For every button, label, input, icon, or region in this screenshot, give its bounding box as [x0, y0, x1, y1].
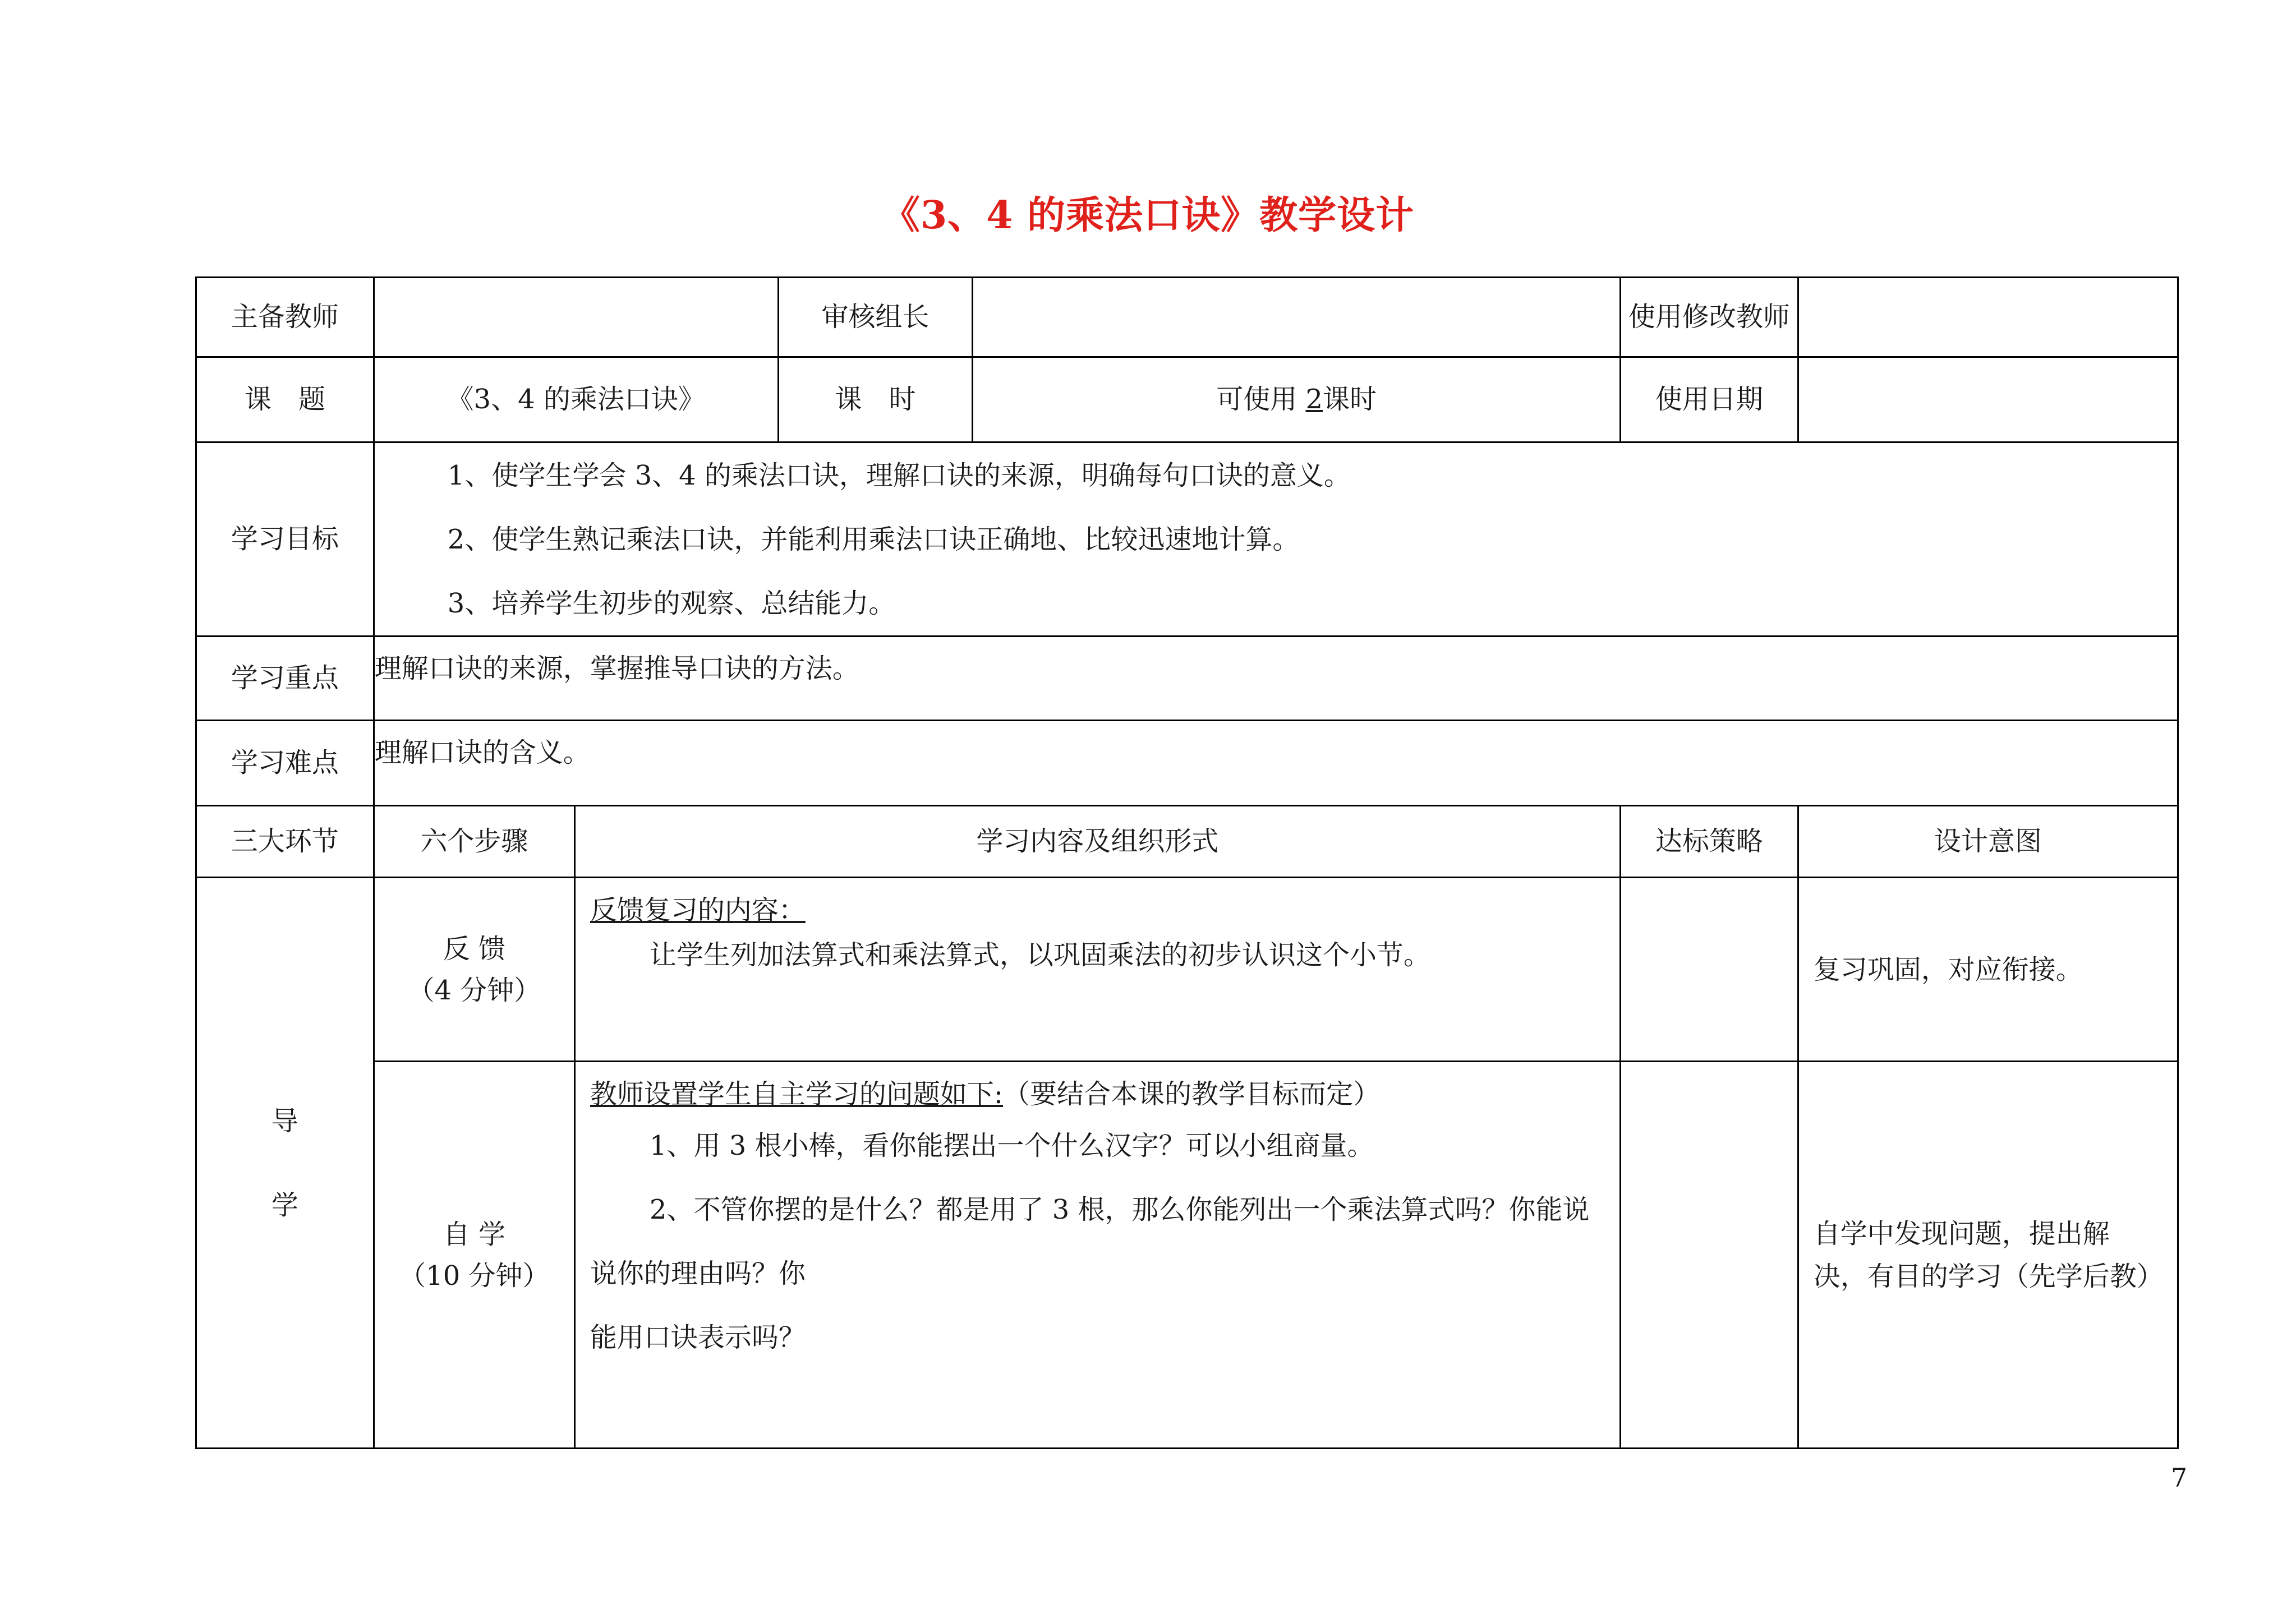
- content-heading: 反馈复习的内容：: [590, 895, 806, 926]
- difficult-point-text: 理解口诀的含义。: [374, 721, 2178, 806]
- column-intent: 设计意图: [1798, 806, 2178, 878]
- strategy-self-study: [1620, 1062, 1798, 1449]
- step-name: 反 馈: [443, 933, 505, 965]
- objectives-row: [196, 442, 2178, 637]
- key-point-label: 学习重点: [196, 637, 374, 721]
- period-suffix: 课时: [1323, 383, 1377, 415]
- content-heading-line: [590, 1075, 1605, 1114]
- header-row-topic: [196, 357, 2178, 442]
- step-time: （10 分钟）: [399, 1260, 550, 1292]
- step-self-study: [374, 1062, 574, 1449]
- document-title: 《3、4 的乘法口诀》教学设计: [881, 193, 1415, 238]
- main-teacher-value: [374, 278, 778, 357]
- difficult-point-label: 学习难点: [196, 721, 374, 806]
- group-leader-label: 审核组长: [778, 278, 973, 357]
- objective-item: 2、使学生熟记乘法口诀，并能利用乘法口诀正确地、比较迅速地计算。: [447, 523, 1300, 555]
- content-line: 能用口诀表示吗？: [590, 1322, 806, 1353]
- content-line: 1、用 3 根小棒，看你能摆出一个什么汉字？可以小组商量。: [649, 1130, 1374, 1161]
- objectives-content: [374, 442, 2178, 637]
- group-leader-value: [973, 278, 1621, 357]
- step-row-self-study: [196, 1062, 2178, 1449]
- content-line: 让学生列加法算式和乘法算式，以巩固乘法的初步认识这个小节。: [649, 939, 1430, 971]
- column-strategy: 达标策略: [1620, 806, 1798, 878]
- page-number: 7: [2171, 1463, 2188, 1493]
- content-feedback: [574, 878, 1620, 1062]
- key-point-text: 理解口诀的来源，掌握推导口诀的方法。: [374, 637, 2178, 721]
- step-row-feedback: [196, 878, 2178, 1062]
- step-time: （4 分钟）: [407, 974, 541, 1006]
- main-teacher-label: 主备教师: [196, 278, 374, 357]
- objectives-label: 学习目标: [196, 442, 374, 637]
- step-feedback: [374, 878, 574, 1062]
- step-name: 自 学: [443, 1218, 505, 1250]
- content-heading: 教师设置学生自主学习的问题如下:: [590, 1078, 1004, 1110]
- column-header-row: [196, 806, 2178, 878]
- period-number: 2: [1305, 383, 1323, 415]
- stage-guide: [196, 878, 374, 1449]
- objective-item: 1、使学生学会 3、4 的乘法口诀，理解口诀的来源，明确每句口诀的意义。: [447, 459, 1351, 491]
- column-content: 学习内容及组织形式: [574, 806, 1620, 878]
- content-line: 2、不管你摆的是什么？都是用了 3 根，那么你能列出一个乘法算式吗？你能说说你的理由吗？你: [590, 1194, 1590, 1289]
- content-heading-note: （要结合本课的教学目标而定）: [1003, 1078, 1381, 1110]
- strategy-feedback: [1620, 878, 1798, 1062]
- date-value: [1798, 357, 2178, 442]
- topic-label: 课 题: [196, 357, 374, 442]
- period-label: 课 时: [778, 357, 973, 442]
- topic-value: 《3、4 的乘法口诀》: [374, 357, 778, 442]
- column-stage: 三大环节: [196, 806, 374, 878]
- period-prefix: 可使用: [1216, 383, 1306, 415]
- column-step: 六个步骤: [374, 806, 574, 878]
- intent-self-study: 自学中发现问题，提出解决，有目的学习（先学后教）: [1798, 1062, 2178, 1449]
- objective-item: 3、培养学生初步的观察、总结能力。: [447, 587, 896, 619]
- period-value: [973, 357, 1621, 442]
- difficult-point-row: [196, 721, 2178, 806]
- content-self-study: [574, 1062, 1620, 1449]
- revising-teacher-value: [1798, 278, 2178, 357]
- stage-guide-char-1: 导: [271, 1105, 298, 1137]
- date-label: 使用日期: [1620, 357, 1798, 442]
- lesson-plan-table: [195, 276, 2179, 1449]
- intent-feedback: 复习巩固，对应衔接。: [1798, 878, 2178, 1062]
- stage-guide-char-2: 学: [271, 1189, 298, 1221]
- revising-teacher-label: 使用修改教师: [1620, 278, 1798, 357]
- key-point-row: [196, 637, 2178, 721]
- header-row-teachers: [196, 278, 2178, 357]
